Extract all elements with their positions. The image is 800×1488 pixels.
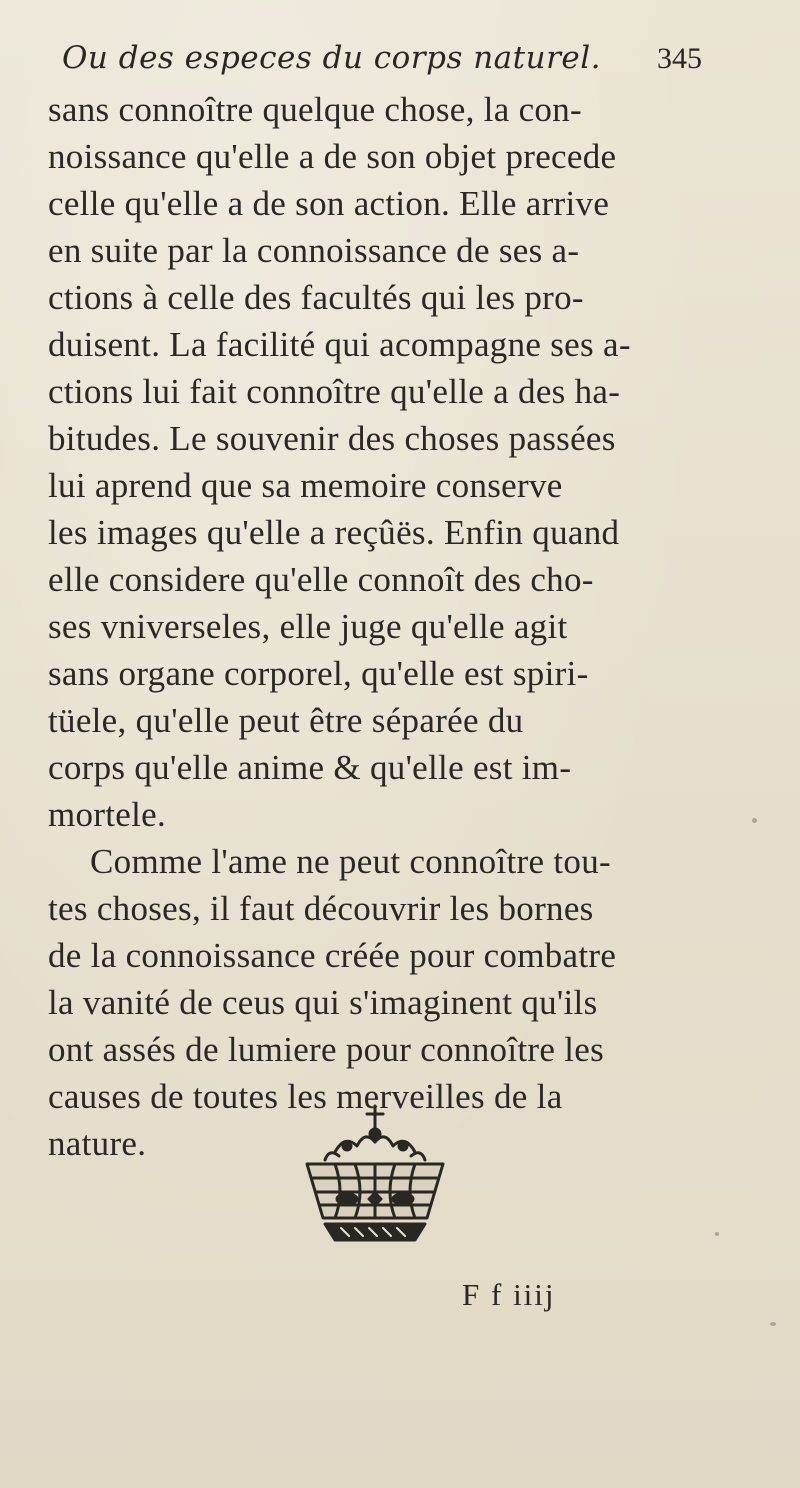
- body-text: [48, 86, 718, 1167]
- text-line: sans organe corporel, qu'elle est spiri-: [48, 654, 589, 693]
- text-line: ctions lui fait connoître qu'elle a des ha-: [48, 372, 621, 411]
- paper-speck: [770, 1322, 776, 1326]
- text-line: en suite par la connoissance de ses a-: [48, 231, 580, 270]
- running-title: Ou des especes du corps naturel.: [62, 40, 602, 76]
- text-line: bitudes. Le souvenir des choses passées: [48, 419, 616, 458]
- text-line: noissance qu'elle a de son objet precede: [48, 137, 617, 176]
- text-line: elle considere qu'elle connoît des cho-: [48, 560, 594, 599]
- text-line: duisent. La facilité qui acompagne ses a-: [48, 325, 631, 364]
- text-line: nature.: [48, 1124, 147, 1163]
- text-line: la vanité de ceus qui s'imaginent qu'ils: [48, 983, 598, 1022]
- text-line: ctions à celle des facultés qui les pro-: [48, 278, 584, 317]
- text-line: celle qu'elle a de son action. Elle arrive: [48, 184, 610, 223]
- text-line: tes choses, il faut découvrir les bornes: [48, 889, 594, 928]
- text-line: de la connoissance créée pour combatre: [48, 936, 617, 975]
- text-line: causes de toutes les merveilles de la: [48, 1077, 563, 1116]
- running-head: [62, 40, 702, 90]
- paper-speck: [715, 1232, 719, 1236]
- signature-mark: F f iiij: [462, 1277, 556, 1312]
- paper-speck: [752, 818, 757, 823]
- text-line: ont assés de lumiere pour connoître les: [48, 1030, 604, 1069]
- text-line: lui aprend que sa memoire conserve: [48, 466, 563, 505]
- text-line: tüele, qu'elle peut être séparée du: [48, 701, 524, 740]
- crowned-basket-ornament-icon: [295, 1100, 455, 1245]
- paragraph-start-line: Comme l'ame ne peut connoître tou-: [90, 842, 611, 881]
- text-line: corps qu'elle anime & qu'elle est im-: [48, 748, 572, 787]
- text-line: ses vniverseles, elle juge qu'elle agit: [48, 607, 568, 646]
- text-line: mortele.: [48, 795, 167, 834]
- page-number: 345: [657, 42, 702, 75]
- text-line: sans connoître quelque chose, la con-: [48, 90, 582, 129]
- text-line: les images qu'elle a reçûës. Enfin quand: [48, 513, 620, 552]
